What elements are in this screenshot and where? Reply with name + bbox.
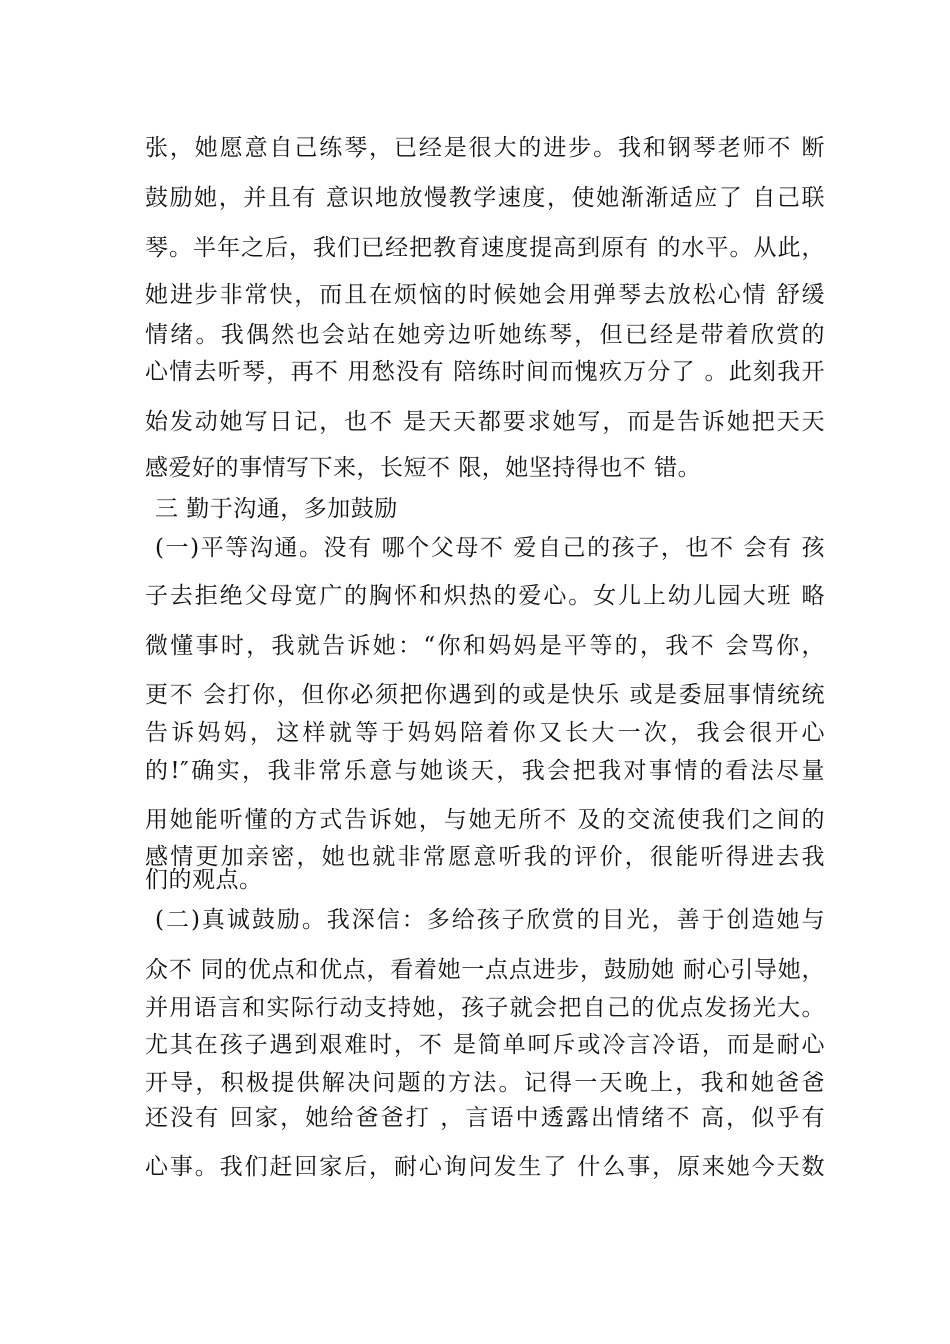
section-heading: 三 勤于沟通，多加鼓励 — [155, 496, 398, 522]
text-line: 的!″确实，我非常乐意与她谈天，我会把我对事情的看法尽量 — [145, 758, 825, 784]
subsection-paragraph-start: (二)真诚鼓励。我深信：多给孩子欣赏的目光，善于创造她与 — [155, 907, 825, 933]
text-line: 张，她愿意自己练琴，已经是很大的进步。我和钢琴老师不 断 — [145, 135, 825, 161]
text-line: 心情去听琴，再不 用愁没有 陪练时间而愧疚万分了 。此刻我开 — [145, 359, 825, 385]
text-line: 更不 会打你，但你必须把你遇到的或是快乐 或是委屈事情统统 — [145, 682, 825, 708]
text-line: 感爱好的事情写下来，长短不 限，她坚持得也不 错。 — [145, 455, 702, 481]
text-line: 们的观点。 — [145, 867, 263, 893]
text-line: 鼓励她，并且有 意识地放慢教学速度，使她渐渐适应了 自己联 — [145, 185, 825, 211]
text-line: 开导，积极提供解决问题的方法。记得一天晚上，我和她爸爸 — [145, 1070, 825, 1096]
text-line: 尤其在孩子遇到艰难时，不 是简单呵斥或冷言冷语，而是耐心 — [145, 1032, 825, 1058]
text-line: 情绪。我偶然也会站在她旁边听她练琴，但已经是带着欣赏的 — [145, 322, 825, 348]
text-line: 她进步非常快，而且在烦恼的时候她会用弹琴去放松心情 舒缓 — [145, 282, 825, 308]
subsection-paragraph-start: (一)平等沟通。没有 哪个父母不 爱自己的孩子，也不 会有 孩 — [155, 535, 825, 561]
text-line: 告诉妈妈，这样就等于妈妈陪着你又长大一次，我会很开心 — [145, 720, 825, 746]
text-line: 琴。半年之后，我们已经把教育速度提高到原有 的水平。从此， — [145, 235, 825, 261]
text-line: 用她能听懂的方式告诉她，与她无所不 及的交流使我们之间的 — [145, 807, 825, 833]
text-line: 并用语言和实际行动支持她，孩子就会把自己的优点发扬光大。 — [145, 995, 825, 1021]
text-line: 始发动她写日记，也不 是天天都要求她写，而是告诉她把天天 — [145, 409, 825, 435]
text-line: 还没有 回家，她给爸爸打 ，言语中透露出情绪不 高，似乎有 — [145, 1105, 825, 1131]
text-line: 众不 同的优点和优点，看着她一点点进步，鼓励她 耐心引导她， — [145, 957, 825, 983]
text-line: 微懂事时，我就告诉她：“你和妈妈是平等的，我不 会骂你， — [145, 633, 825, 659]
text-line: 感情更加亲密，她也就非常愿意听我的评价，很能听得进去我 — [145, 844, 825, 870]
text-line: 心事。我们赶回家后，耐心询问发生了 什么事，原来她今天数 — [145, 1154, 825, 1180]
text-line: 子去拒绝父母宽广的胸怀和炽热的爱心。女儿上幼儿园大班 略 — [145, 583, 825, 609]
